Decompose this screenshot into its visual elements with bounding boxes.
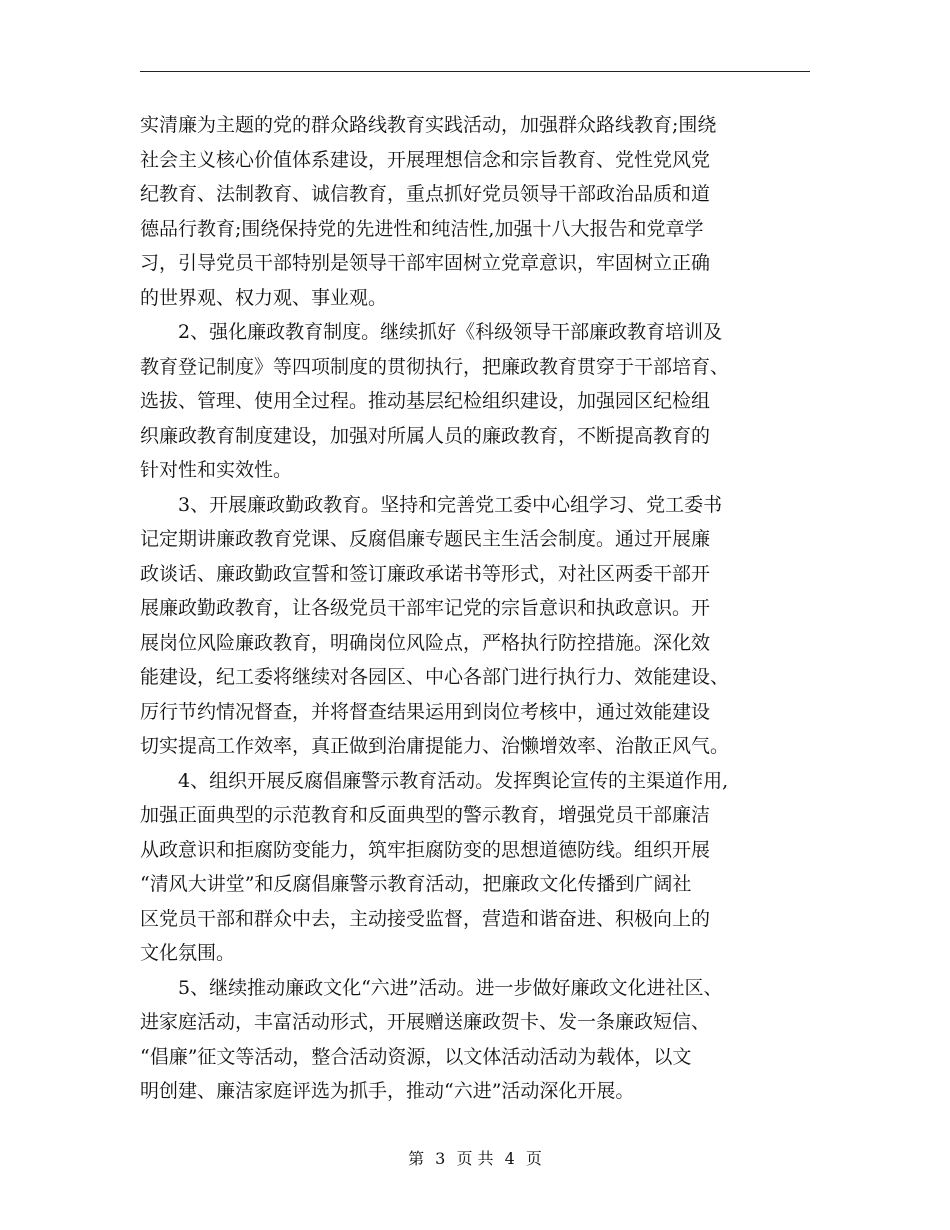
header-rule: [140, 71, 810, 72]
text-line: 习，引导党员干部特别是领导干部牢固树立党章意识，牢固树立正确: [140, 252, 711, 274]
paragraph-3-start: 3、开展廉政勤政教育。坚持和完善党工委中心组学习、党工委书: [140, 493, 723, 516]
text-line: 加强正面典型的示范教育和反面典型的警示教育，增强党员干部廉洁: [140, 804, 711, 826]
paragraph-5-start: 5、继续推动廉政文化“六进”活动。进一步做好廉政文化进社区、: [140, 976, 723, 999]
text-line: 织廉政教育制度建设，加强对所属人员的廉政教育，不断提高教育的: [140, 424, 711, 447]
text-line: 教育登记制度》等四项制度的贯彻执行，把廉政教育贯穿于干部培育、: [140, 355, 730, 378]
text-line: 进家庭活动，丰富活动形式，开展赠送廉政贺卡、发一条廉政短信、: [140, 1011, 711, 1033]
text-line: 社会主义核心价值体系建设，开展理想信念和宗旨教育、党性党风党: [140, 148, 711, 171]
text-line: 展岗位风险廉政教育，明确岗位风险点，严格执行防控措施。深化效: [140, 631, 711, 654]
text-line: 选拔、管理、使用全过程。推动基层纪检组织建设，加强园区纪检组: [140, 390, 711, 412]
text-line: 纪教育、法制教育、诚信教育，重点抓好党员领导干部政治品质和道: [140, 183, 711, 205]
text-line: 记定期讲廉政教育党课、反腐倡廉专题民主生活会制度。通过开展廉: [140, 528, 711, 550]
footer-suffix: 页: [525, 1149, 542, 1168]
text-line: 文化氛围。: [140, 942, 236, 964]
text-line: 德品行教育;围绕保持党的先进性和纯洁性,加强十八大报告和党章学: [140, 217, 704, 240]
paragraph-2-start: 2、强化廉政教育制度。继续抓好《科级领导干部廉政教育培训及: [140, 321, 723, 343]
text-line: 厉行节约情况督查，并将督查结果运用到岗位考核中，通过效能建设: [140, 700, 711, 723]
text-line: “倡廉”征文等活动，整合活动资源，以文体活动活动为载体，以文: [140, 1045, 692, 1068]
text-line: 的世界观、权力观、事业观。: [140, 286, 388, 309]
total-page-count: 4: [504, 1149, 515, 1168]
text-line: 明创建、廉洁家庭评选为抓手，推动“六进”活动深化开展。: [140, 1080, 635, 1102]
text-line: 从政意识和拒腐防变能力，筑牢拒腐防变的思想道德防线。组织开展: [140, 838, 711, 861]
paragraph-4-start: 4、组织开展反腐倡廉警示教育活动。发挥舆论宣传的主渠道作用,: [140, 769, 729, 792]
footer-prefix: 第: [408, 1149, 425, 1168]
page-footer: [0, 1146, 950, 1169]
text-line: 政谈话、廉政勤政宣誓和签订廉政承诺书等形式，对社区两委干部开: [140, 562, 711, 585]
text-line: 区党员干部和群众中去，主动接受监督，营造和谐奋进、积极向上的: [140, 907, 711, 930]
text-line: 实清廉为主题的党的群众路线教育实践活动，加强群众路线教育;围绕: [140, 114, 717, 136]
text-line: 展廉政勤政教育，让各级党员干部牢记党的宗旨意识和执政意识。开: [140, 597, 711, 619]
text-line: 切实提高工作效率，真正做到治庸提能力、治懒增效率、治散正风气。: [140, 735, 730, 757]
footer-middle: 页 共: [456, 1149, 494, 1168]
text-line: 能建设，纪工委将继续对各园区、中心各部门进行执行力、效能建设、: [140, 666, 730, 688]
current-page-number: 3: [435, 1149, 446, 1168]
text-line: “清风大讲堂”和反腐倡廉警示教育活动，把廉政文化传播到广阔社: [140, 873, 692, 895]
document-body: [140, 108, 820, 1109]
text-line: 针对性和实效性。: [140, 459, 293, 481]
